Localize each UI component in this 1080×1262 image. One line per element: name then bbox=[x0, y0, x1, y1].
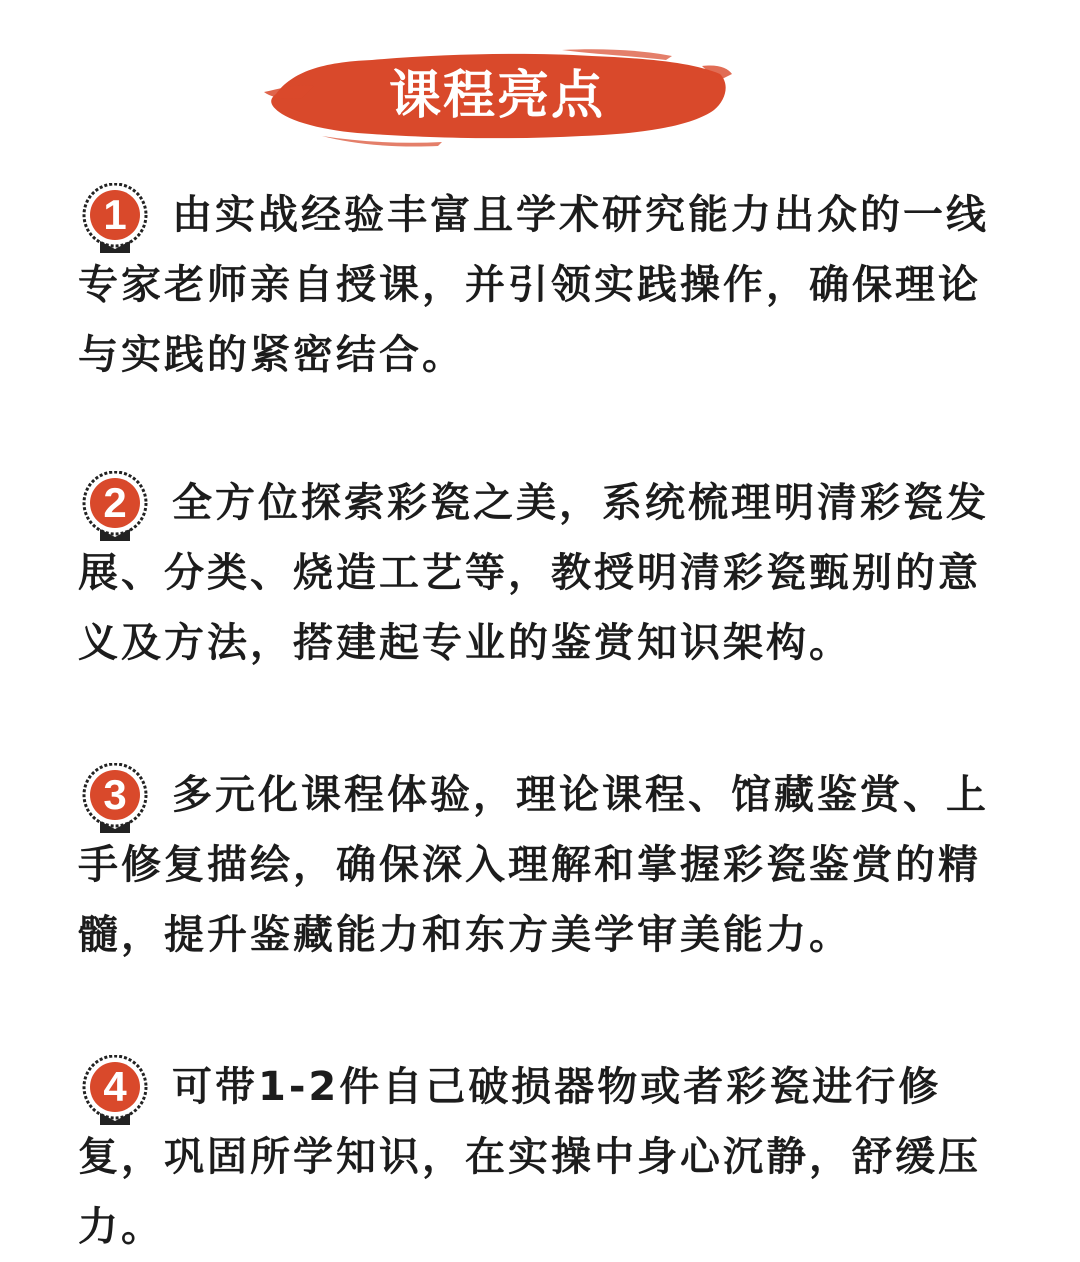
number-badge bbox=[78, 763, 152, 837]
badge-number: 1 bbox=[103, 191, 127, 238]
highlight-item bbox=[78, 1052, 1018, 1262]
highlight-item bbox=[78, 180, 1018, 390]
header-banner bbox=[262, 44, 732, 148]
badge-number: 4 bbox=[103, 1063, 127, 1110]
page-title: 课程亮点 bbox=[388, 66, 605, 126]
badge-number: 2 bbox=[103, 479, 127, 526]
number-badge bbox=[78, 1055, 152, 1129]
highlight-item bbox=[78, 760, 1018, 970]
item-text: 全方位探索彩瓷之美，系统梳理明清彩瓷发展、分类、烧造工艺等，教授明清彩瓷甄别的意义及方法，搭建起专业的鉴赏知识架构。 bbox=[78, 480, 989, 666]
item-text: 可带1-2件自己破损器物或者彩瓷进行修复，巩固所学知识，在实操中身心沉静，舒缓压力。 bbox=[78, 1064, 981, 1250]
number-badge bbox=[78, 183, 152, 257]
item-text: 由实战经验丰富且学术研究能力出众的一线专家老师亲自授课，并引领实践操作，确保理论与实践的紧密结合。 bbox=[78, 192, 989, 378]
badge-number: 3 bbox=[103, 771, 127, 818]
number-badge bbox=[78, 471, 152, 545]
highlight-item bbox=[78, 468, 1018, 678]
item-text: 多元化课程体验，理论课程、馆藏鉴赏、上手修复描绘，确保深入理解和掌握彩瓷鉴赏的精髓，提升鉴藏能力和东方美学审美能力。 bbox=[78, 772, 989, 958]
